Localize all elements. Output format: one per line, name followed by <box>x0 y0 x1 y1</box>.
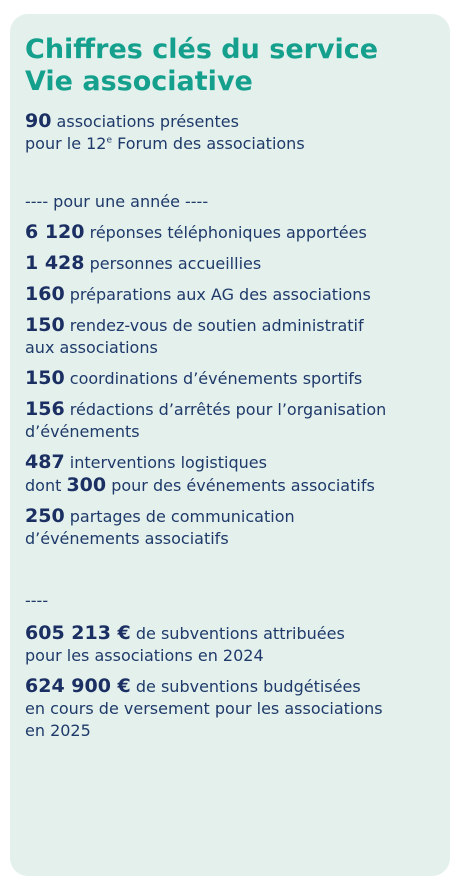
stat-text: interventions logistiques <box>69 453 267 472</box>
stat-item <box>25 252 432 275</box>
stat-text: rédactions d’arrêtés pour l’organisation <box>69 400 387 419</box>
stat-forum <box>25 110 432 155</box>
title-line-1: Chiffres clés du service <box>25 34 379 65</box>
stat-text: rendez-vous de soutien administratif <box>69 316 364 335</box>
stat-item <box>25 283 432 306</box>
stat-text: associations présentes <box>56 112 239 131</box>
stat-number: 150 <box>25 314 65 336</box>
stat-text: partages de communication <box>69 507 295 526</box>
stat-number: 156 <box>25 398 65 420</box>
stat-text: d’événements associatifs <box>25 529 229 548</box>
stat-communication <box>25 505 432 550</box>
stat-text: en cours de versement pour les associations <box>25 699 383 718</box>
stat-text: coordinations d’événements sportifs <box>69 369 363 388</box>
stat-text: dont <box>25 476 62 495</box>
stat-text: pour les associations en 2024 <box>25 646 264 665</box>
stat-text: de subventions budgétisées <box>135 677 361 696</box>
stat-text: préparations aux AG des associations <box>69 285 371 304</box>
stat-text: Forum des associations <box>112 134 305 153</box>
stat-text: personnes accueillies <box>89 254 262 273</box>
stat-logistics <box>25 451 432 497</box>
stat-number: 300 <box>66 474 107 496</box>
stat-text: pour le 12 <box>25 134 107 153</box>
stat-text: en 2025 <box>25 721 91 740</box>
stat-item <box>25 398 432 443</box>
stat-item <box>25 367 432 390</box>
stat-subsidies-2025 <box>25 675 432 742</box>
stat-item <box>25 221 432 244</box>
stat-subsidies-2024 <box>25 622 432 667</box>
stat-number: 150 <box>25 367 65 389</box>
card-title <box>25 34 432 98</box>
stat-text: d’événements <box>25 422 140 441</box>
separator-year: ---- pour une année ---- <box>25 192 209 211</box>
title-line-2: Vie associative <box>25 66 253 97</box>
stat-item <box>25 314 432 359</box>
stat-number: 250 <box>25 505 65 527</box>
stat-number: 160 <box>25 283 65 305</box>
stat-text: pour des événements associatifs <box>111 476 375 495</box>
separator-short: ---- <box>25 591 49 610</box>
stat-text: réponses téléphoniques apportées <box>89 223 367 242</box>
stat-number: 6 120 <box>25 221 85 243</box>
stat-text: de subventions attribuées <box>135 624 345 643</box>
stat-text: aux associations <box>25 338 158 357</box>
stat-number: 90 <box>25 110 52 132</box>
ordinal-suffix: e <box>106 135 113 146</box>
stat-number: 605 213 € <box>25 622 131 644</box>
stat-number: 1 428 <box>25 252 85 274</box>
stat-number: 487 <box>25 451 65 473</box>
key-figures-card <box>10 14 450 876</box>
stat-number: 624 900 € <box>25 675 131 697</box>
